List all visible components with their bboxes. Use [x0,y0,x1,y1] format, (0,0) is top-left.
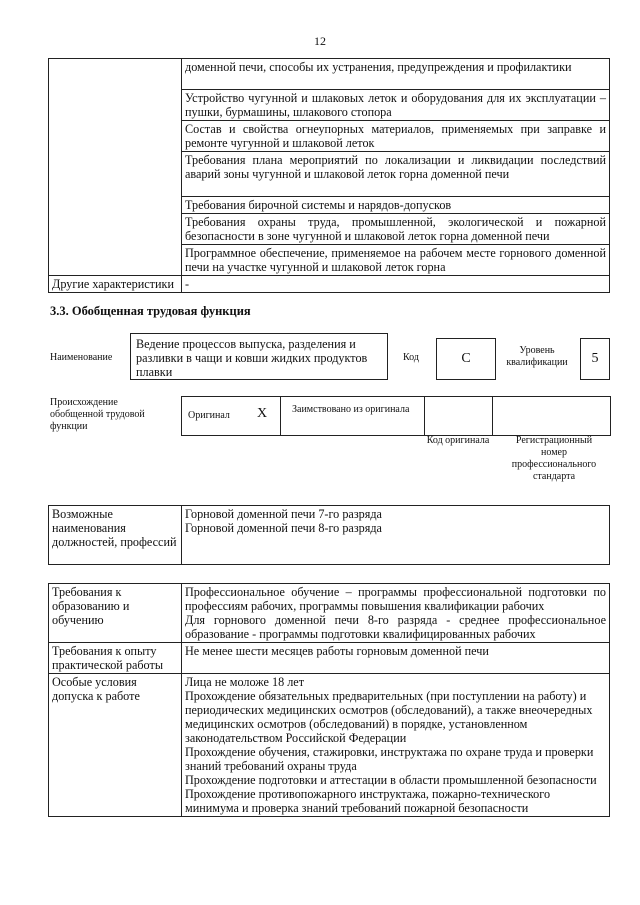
requirement-label: Требования к образованию и обучению [49,584,182,643]
requirement-label: Требования к опыту практической работы [49,643,182,674]
table-label-cell [49,59,182,276]
table-cell: Программное обеспечение, применяемое на рабочем месте горнового доменной печи на участке чугунной и шлаковой леток горна [182,245,610,276]
requirement-line: Прохождение подготовки и аттестации в области промышленной безопасности [185,773,597,787]
code-box [436,338,496,380]
table-row [49,584,610,643]
function-name-box [130,333,388,380]
requirement-label: Особые условия допуска к работе [49,674,182,817]
origin-divider [492,396,493,435]
requirement-content [182,584,610,643]
positions-table [48,505,610,565]
table-row [49,506,610,565]
table-cell: - [182,276,610,293]
table-row [49,674,610,817]
level-box [580,338,610,380]
requirement-line: Профессиональное обучение – программы профессиональной подготовки по профессиям рабочих, программы повышения квалификации рабочих [185,585,606,613]
requirement-line: Прохождение обязательных предварительных (при поступлении на работу) и периодических медицинских осмотров (обследований), а также внеочередных медицинских осмотров (обследований) в порядке, установленном законодательством Российской Федерации [185,689,593,745]
requirement-line: Прохождение обучения, стажировки, инструктажа по охране труда и проверки знаний требований охраны труда [185,745,594,773]
origin-divider [424,396,425,435]
requirement-line: Прохождение противопожарного инструктажа, пожарно-технического минимума и проверка знаний требований пожарной безопасности [185,787,551,815]
requirement-content [182,674,610,817]
origin-label: Происхождение обобщенной трудовой функции [50,397,145,432]
page-number: 12 [314,34,326,48]
table-row [49,276,610,293]
table-label-cell: Другие характеристики [49,276,182,293]
table-cell: Требования охраны труда, промышленной, экологической и пожарной безопасности в зоне чугунной и шлаковой леток горна доменной печи [182,214,610,245]
code-label: Код [403,352,419,363]
requirement-line: Не менее шести месяцев работы горновым доменной печи [185,644,489,658]
requirement-line: Для горнового доменной печи 8-го разряда - среднее профессиональное образование - программы подготовки квалифицированных рабочих [185,613,606,641]
code-value: C [461,351,471,366]
original-label: Оригинал [188,410,230,421]
requirement-content [182,643,610,674]
table-cell: доменной печи, способы их устранения, предупреждения и профилактики [182,59,610,90]
level-value: 5 [591,351,599,366]
positions-label: Возможные наименования должностей, профессий [49,506,182,565]
function-name: Ведение процессов выпуска, разделения и разливки в чащи и ковши жидких продуктов плавки [136,337,368,379]
table-row [49,59,610,90]
table-cell: Требования бирочной системы и нарядов-допусков [182,197,610,214]
origin-code-caption: Код оригинала [426,435,490,446]
requirement-line: Лица не моложе 18 лет [185,675,305,689]
positions-values [182,506,610,565]
requirements-table [48,583,610,817]
level-label: Уровень квалификации [506,345,568,368]
table-row [49,643,610,674]
position-line: Горновой доменной печи 7-го разряда [185,507,382,521]
table-cell: Устройство чугунной и шлаковых леток и оборудования для их эксплуатации – пушки, бурмашины, шлакового стопора [182,90,610,121]
position-line: Горновой доменной печи 8-го разряда [185,521,382,535]
origin-box [181,396,611,436]
name-label: Наименование [50,352,113,363]
table-cell: Состав и свойства огнеупорных материалов, применяемых при заправке и ремонте чугунной и шлаковой леток [182,121,610,152]
section-title: 3.3. Обобщенная трудовая функция [50,304,251,318]
table-cell: Требования плана мероприятий по локализации и ликвидации последствий аварий зоны чугунной и шлаковой леток горна доменной печи [182,152,610,197]
borrowed-label: Заимствовано из оригинала [292,404,410,415]
original-mark: X [257,406,268,421]
origin-divider [280,396,281,435]
reg-number-caption: Регистрационный номер профессионального стандарта [511,435,597,482]
knowledge-table [48,58,610,293]
